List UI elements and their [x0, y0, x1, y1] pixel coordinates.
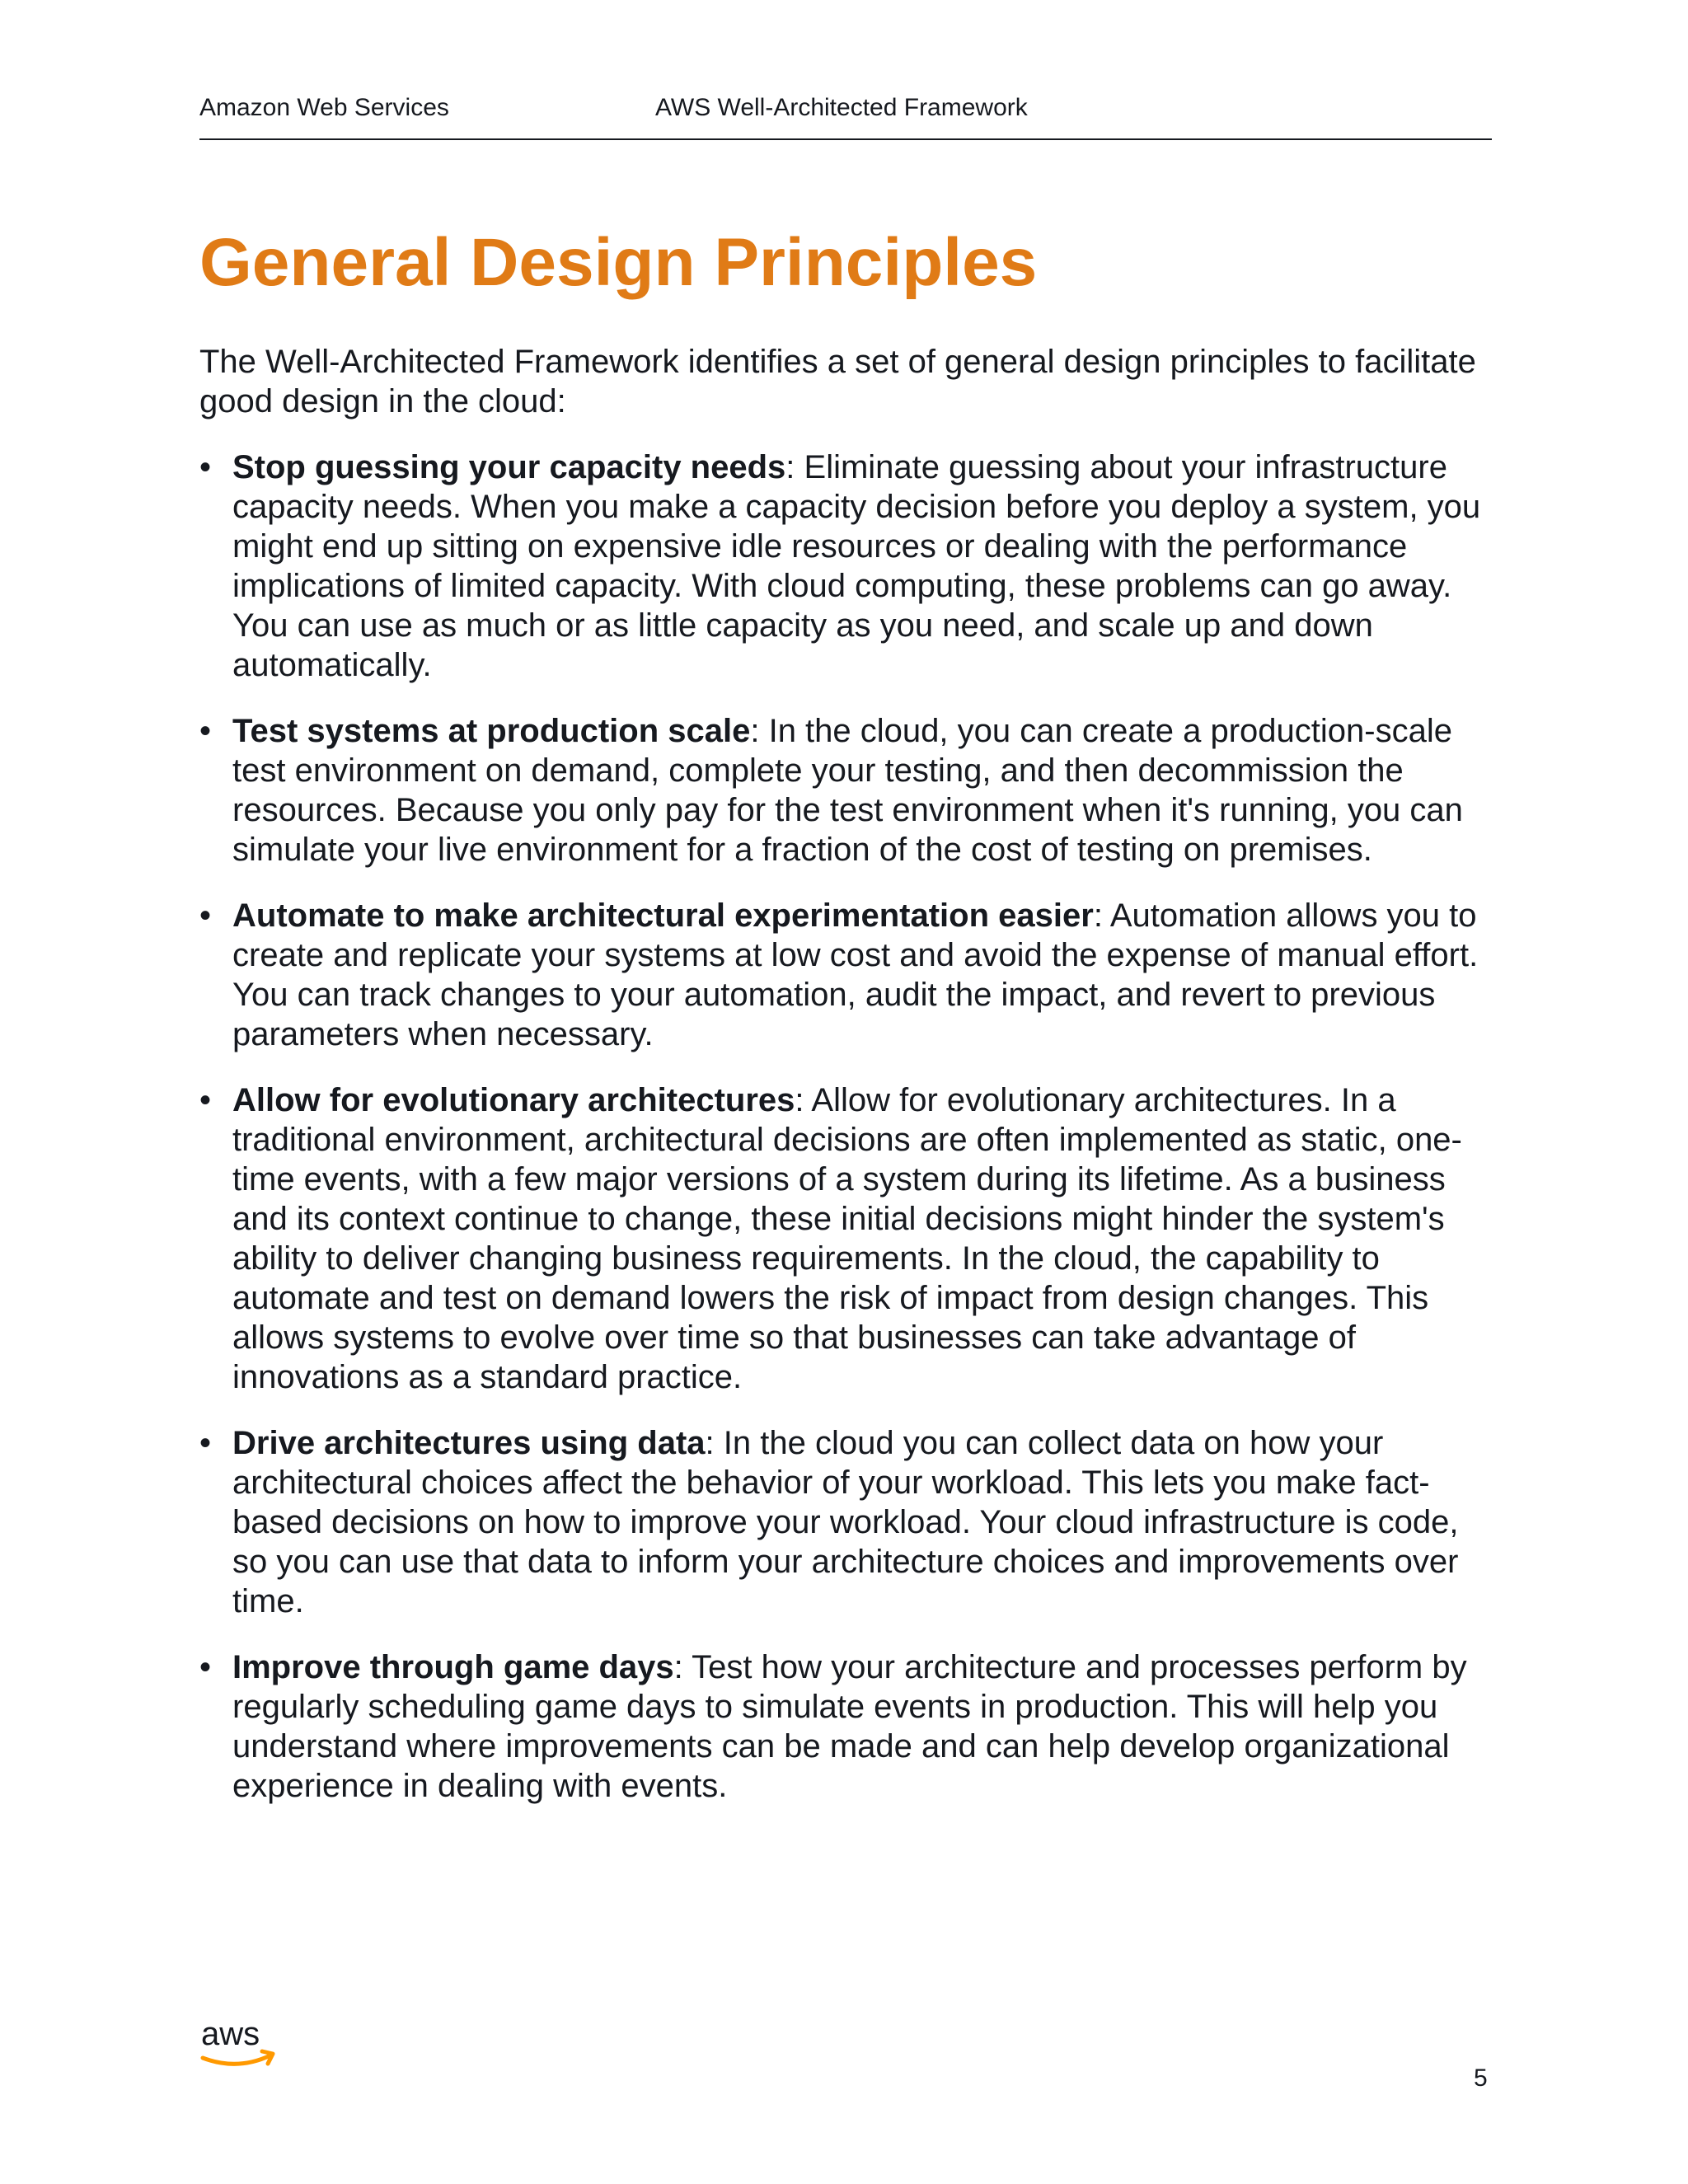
principle-text: : In the cloud, you can create a production-scale test environment on demand, complete your testing, and then decommission the resources. Because you only pay for the test environment when it's running, you can simulate your live environment for a fraction of the cost of testing on premises. [232, 713, 1463, 868]
header-company: Amazon Web Services [199, 94, 449, 121]
page-header [199, 94, 1492, 140]
principle-term: Allow for evolutionary architectures [232, 1082, 795, 1118]
aws-logo-text: aws [201, 2017, 260, 2052]
bullet-icon: • [199, 713, 212, 749]
principle-term: Stop guessing your capacity needs [232, 449, 786, 485]
aws-smile-arrow [203, 2055, 270, 2064]
list-item [199, 896, 1502, 1054]
intro-paragraph: The Well-Architected Framework identifies a set of general design principles to facilitate good design in the cloud: [199, 344, 1476, 419]
principle-term: Automate to make architectural experimentation easier [232, 898, 1094, 934]
bullet-icon: • [199, 1649, 212, 1685]
principle-term: Test systems at production scale [232, 713, 751, 749]
list-item [199, 1423, 1502, 1621]
page-title: General Design Principles [199, 225, 1038, 300]
bullet-icon: • [199, 898, 212, 934]
bullet-icon: • [199, 1082, 212, 1118]
list-item [199, 1647, 1502, 1806]
principle-text: : In the cloud you can collect data on how your architectural choices affect the behavior of your workload. This lets you make fact-based decisions on how to improve your workload. Your cloud infrastructure is code, so you can use that data to inform your architecture choices and improvements over time. [232, 1425, 1459, 1619]
list-item [199, 448, 1502, 685]
principles-list [199, 448, 1502, 1806]
principle-text: : Eliminate guessing about your infrastructure capacity needs. When you make a capacity decision before you deploy a system, you might end up sitting on expensive idle resources or dealing with the performance implications of limited capacity. With cloud computing, these problems can go away. You can use as much or as little capacity as you need, and scale up and down automatically. [232, 449, 1481, 683]
principle-text: : Allow for evolutionary architectures. In a traditional environment, architectural decisions are often implemented as static, one-time events, with a few major versions of a system during its lifetime. As a business and its context continue to change, these initial decisions might hinder the system's ability to deliver changing business requirements. In the cloud, the capability to automate and test on demand lowers the risk of impact from design changes. This allows systems to evolve over time so that businesses can take advantage of innovations as a standard practice. [232, 1082, 1462, 1395]
main-content [199, 342, 1502, 1832]
list-item [199, 1080, 1502, 1397]
list-item [199, 711, 1502, 869]
principle-term: Improve through game days [232, 1649, 674, 1685]
principle-text: : Automation allows you to create and replicate your systems at low cost and avoid the expense of manual effort. You can track changes to your automation, audit the impact, and revert to previous parameters when necessary. [232, 898, 1479, 1052]
bullet-icon: • [199, 449, 212, 485]
bullet-icon: • [199, 1425, 212, 1461]
page-number: 5 [1474, 2064, 1488, 2092]
header-document-title: AWS Well-Architected Framework [655, 94, 1028, 121]
aws-logo-icon [199, 2017, 279, 2074]
principle-term: Drive architectures using data [232, 1425, 706, 1461]
principle-text: : Test how your architecture and processes perform by regularly scheduling game days to simulate events in production. This will help you understand where improvements can be made and can help develop organizational experience in dealing with events. [232, 1649, 1467, 1804]
